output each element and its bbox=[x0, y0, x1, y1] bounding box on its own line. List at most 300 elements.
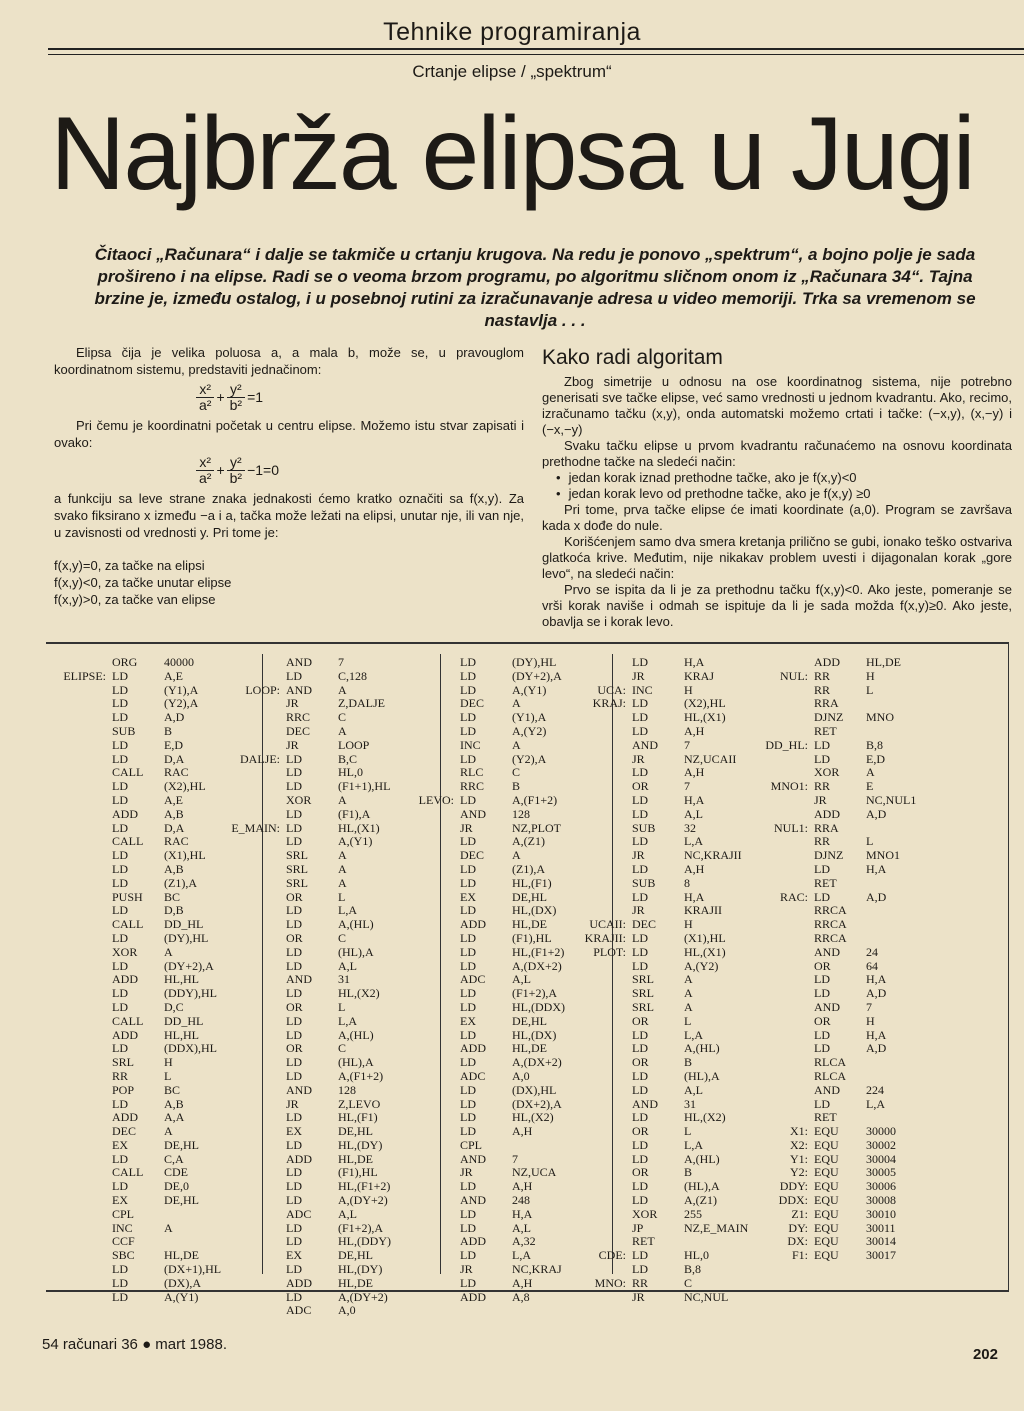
code-label bbox=[396, 753, 460, 767]
code-label bbox=[396, 973, 460, 987]
code-mnemonic: JR bbox=[460, 1165, 473, 1180]
code-line bbox=[568, 1263, 774, 1277]
code-operand: A,(Y1) bbox=[338, 834, 373, 849]
code-line bbox=[750, 1111, 956, 1125]
code-label bbox=[750, 656, 814, 670]
code-operand bbox=[866, 725, 956, 739]
code-label bbox=[48, 1166, 112, 1180]
code-mnemonic: LD bbox=[460, 1248, 476, 1263]
code-operand: L,A bbox=[684, 834, 703, 849]
code-line bbox=[568, 822, 774, 836]
code-operand: 224 bbox=[866, 1082, 884, 1097]
code-mnemonic: LD bbox=[632, 1151, 648, 1166]
code-label bbox=[48, 987, 112, 1001]
code-mnemonic: LD bbox=[460, 875, 476, 890]
code-operand: A bbox=[338, 848, 347, 863]
code-label bbox=[48, 808, 112, 822]
code-label: PLOT: bbox=[593, 944, 626, 959]
code-label bbox=[568, 1098, 632, 1112]
code-operand: A,B bbox=[164, 861, 184, 876]
code-mnemonic: RR bbox=[814, 779, 831, 794]
code-mnemonic: LD bbox=[460, 1082, 476, 1097]
code-operand: A,8 bbox=[512, 1289, 530, 1304]
code-operand: A,H bbox=[684, 723, 705, 738]
code-mnemonic: OR bbox=[632, 1124, 649, 1139]
code-label bbox=[222, 656, 286, 670]
code-label bbox=[750, 1015, 814, 1029]
code-mnemonic: LD bbox=[460, 1096, 476, 1111]
code-operand: A,L bbox=[684, 806, 703, 821]
code-label bbox=[48, 1194, 112, 1208]
code-mnemonic: RET bbox=[814, 875, 837, 890]
code-mnemonic: EX bbox=[112, 1193, 128, 1208]
code-mnemonic: RET bbox=[814, 723, 837, 738]
code-label bbox=[750, 766, 814, 780]
code-operand: (DX),HL bbox=[512, 1082, 557, 1097]
code-mnemonic: LD bbox=[286, 1027, 302, 1042]
code-mnemonic: LD bbox=[460, 655, 476, 669]
code-label bbox=[222, 739, 286, 753]
code-operand: A bbox=[684, 999, 693, 1014]
code-mnemonic: OR bbox=[286, 999, 303, 1014]
code-label bbox=[48, 684, 112, 698]
code-mnemonic: ADC bbox=[286, 1303, 312, 1318]
code-mnemonic: LD bbox=[286, 1179, 302, 1194]
code-label bbox=[568, 780, 632, 794]
code-operand: A bbox=[338, 682, 347, 697]
code-operand: B bbox=[684, 1055, 693, 1070]
code-label bbox=[396, 863, 460, 877]
header-rule bbox=[48, 48, 1024, 50]
code-mnemonic: PUSH bbox=[112, 889, 143, 904]
code-operand: 30005 bbox=[866, 1165, 896, 1180]
code-mnemonic: ADD bbox=[814, 806, 840, 821]
code-operand: A,(F1+2) bbox=[512, 792, 558, 807]
code-line bbox=[568, 1153, 774, 1167]
code-mnemonic: LD bbox=[112, 999, 128, 1014]
denominator: a² bbox=[199, 470, 212, 486]
code-operand: A,H bbox=[684, 861, 705, 876]
code-operand: NC,NUL1 bbox=[866, 792, 917, 807]
code-label bbox=[750, 725, 814, 739]
code-operand: 30008 bbox=[866, 1193, 896, 1208]
code-line bbox=[750, 1222, 956, 1236]
code-operand: C,128 bbox=[338, 668, 368, 683]
code-label bbox=[48, 1125, 112, 1139]
code-mnemonic: SRL bbox=[632, 972, 655, 987]
code-operand: (DDX),HL bbox=[164, 1041, 217, 1056]
code-operand: A,(DY+2) bbox=[338, 1193, 388, 1208]
list-item: • jedan korak levo od prethodne tačke, ako je f(x,y) ≥0 bbox=[556, 486, 1012, 502]
code-operand bbox=[866, 1111, 956, 1125]
code-label bbox=[48, 932, 112, 946]
code-mnemonic: OR bbox=[632, 1013, 649, 1028]
code-mnemonic: AND bbox=[632, 737, 658, 752]
code-label bbox=[750, 753, 814, 767]
code-operand: H bbox=[866, 1013, 875, 1028]
code-line bbox=[222, 1304, 428, 1318]
code-mnemonic: EQU bbox=[814, 1206, 839, 1221]
code-mnemonic: CALL bbox=[112, 834, 144, 849]
code-mnemonic: LD bbox=[286, 1234, 302, 1249]
code-label bbox=[48, 753, 112, 767]
code-label bbox=[396, 1153, 460, 1167]
code-operand: A,H bbox=[512, 1124, 533, 1139]
code-label bbox=[222, 697, 286, 711]
code-operand: 7 bbox=[684, 779, 690, 794]
code-mnemonic: EQU bbox=[814, 1193, 839, 1208]
code-mnemonic: JR bbox=[286, 737, 299, 752]
code-mnemonic: AND bbox=[460, 806, 486, 821]
code-line bbox=[568, 670, 774, 684]
code-mnemonic: LD bbox=[632, 1137, 648, 1152]
code-label bbox=[750, 1098, 814, 1112]
code-label bbox=[750, 835, 814, 849]
code-label bbox=[48, 1070, 112, 1084]
code-operand: 30017 bbox=[866, 1248, 896, 1263]
code-line bbox=[568, 1194, 774, 1208]
code-operand: A bbox=[512, 848, 521, 863]
code-operand: L,A bbox=[684, 1027, 703, 1042]
code-mnemonic: LD bbox=[286, 986, 302, 1001]
code-mnemonic: LD bbox=[814, 751, 830, 766]
code-label bbox=[222, 1291, 286, 1305]
code-label bbox=[48, 891, 112, 905]
code-mnemonic: LD bbox=[286, 765, 302, 780]
code-mnemonic: RET bbox=[814, 1110, 837, 1125]
code-line bbox=[750, 697, 956, 711]
code-operand: LOOP bbox=[338, 737, 370, 752]
code-mnemonic: LD bbox=[286, 1055, 302, 1070]
code-line bbox=[568, 918, 774, 932]
code-operand: A,(HL) bbox=[338, 917, 374, 932]
code-mnemonic: SRL bbox=[632, 986, 655, 1001]
code-operand: L bbox=[338, 999, 346, 1014]
code-mnemonic: LD bbox=[112, 710, 128, 725]
right-column bbox=[542, 346, 1012, 630]
code-label bbox=[48, 1235, 112, 1249]
code-operand: DD_HL bbox=[164, 1013, 204, 1028]
code-label bbox=[396, 780, 460, 794]
code-line bbox=[568, 697, 774, 711]
code-label bbox=[222, 1125, 286, 1139]
code-label bbox=[48, 904, 112, 918]
code-mnemonic: LD bbox=[460, 751, 476, 766]
code-label bbox=[568, 960, 632, 974]
code-mnemonic: LD bbox=[112, 1041, 128, 1056]
code-label bbox=[750, 711, 814, 725]
code-line bbox=[568, 656, 774, 670]
code-operand: NC,NUL bbox=[684, 1289, 729, 1304]
code-mnemonic: LD bbox=[460, 1275, 476, 1290]
code-label bbox=[48, 766, 112, 780]
code-operand: NC,KRAJII bbox=[684, 848, 742, 863]
code-label bbox=[568, 1235, 632, 1249]
code-line bbox=[750, 725, 956, 739]
code-line bbox=[568, 1098, 774, 1112]
code-mnemonic: LD bbox=[112, 668, 128, 683]
code-operand: H,A bbox=[684, 792, 705, 807]
code-label bbox=[396, 739, 460, 753]
code-operand: H,A bbox=[866, 861, 887, 876]
code-label bbox=[750, 849, 814, 863]
code-operand: A,L bbox=[338, 958, 357, 973]
code-operand: NZ,E_MAIN bbox=[684, 1220, 749, 1235]
code-operand: A,(Y2) bbox=[684, 958, 719, 973]
code-operand: C,A bbox=[164, 1151, 184, 1166]
code-mnemonic: LD bbox=[460, 682, 476, 697]
code-mnemonic: LD bbox=[460, 986, 476, 1001]
code-mnemonic: LD bbox=[632, 655, 648, 669]
code-label bbox=[396, 766, 460, 780]
code-label bbox=[396, 1098, 460, 1112]
code-operand: 40000 bbox=[164, 655, 194, 669]
code-line bbox=[750, 670, 956, 684]
code-label bbox=[750, 904, 814, 918]
code-operand: A,L bbox=[338, 1206, 357, 1221]
code-operand: A bbox=[164, 1124, 173, 1139]
code-line bbox=[750, 1070, 956, 1084]
code-line bbox=[568, 1180, 774, 1194]
code-label bbox=[48, 1139, 112, 1153]
code-operand: 24 bbox=[866, 944, 878, 959]
code-operand: 30004 bbox=[866, 1151, 896, 1166]
code-line bbox=[750, 918, 956, 932]
code-label bbox=[750, 987, 814, 1001]
fraction bbox=[196, 382, 214, 413]
code-label bbox=[48, 918, 112, 932]
code-label bbox=[396, 904, 460, 918]
code-label bbox=[396, 1222, 460, 1236]
code-operand: HL,(DDY) bbox=[338, 1234, 391, 1249]
paragraph: a funkciju sa leve strane znaka jednakosti ćemo kratko označiti sa f(x,y). Za svako fiksirano x između −a i a, tačka može ležati na elipsi, unutar nje, ili van nje, u zavisnosti od vrednosti y. Pri tome je: bbox=[54, 491, 524, 540]
code-line bbox=[568, 1015, 774, 1029]
code-operand: HL,(F1+2) bbox=[512, 944, 565, 959]
code-operand: DE,0 bbox=[164, 1179, 189, 1194]
code-mnemonic: OR bbox=[286, 1041, 303, 1056]
code-mnemonic: LD bbox=[112, 682, 128, 697]
code-label bbox=[396, 1111, 460, 1125]
code-label bbox=[568, 1222, 632, 1236]
code-line bbox=[750, 1180, 956, 1194]
code-operand: HL,(DY) bbox=[338, 1262, 383, 1277]
code-label bbox=[48, 1001, 112, 1015]
code-line bbox=[750, 1015, 956, 1029]
code-mnemonic: SBC bbox=[112, 1248, 135, 1263]
code-operand: (F1+1),HL bbox=[338, 779, 391, 794]
condition-line: f(x,y)=0, za tačke na elipsi bbox=[54, 558, 205, 573]
code-label bbox=[568, 863, 632, 877]
code-line bbox=[568, 725, 774, 739]
condition-line: f(x,y)>0, za tačke van elipse bbox=[54, 592, 216, 607]
code-mnemonic: AND bbox=[814, 944, 840, 959]
list-item: • jedan korak iznad prethodne tačke, ako je f(x,y)<0 bbox=[556, 470, 1012, 486]
code-operand: A,D bbox=[866, 1041, 887, 1056]
code-label bbox=[568, 1180, 632, 1194]
code-label bbox=[750, 794, 814, 808]
code-label: Y1: bbox=[790, 1151, 808, 1166]
code-mnemonic: OR bbox=[632, 1165, 649, 1180]
denominator: b² bbox=[229, 397, 243, 413]
code-line bbox=[750, 849, 956, 863]
code-line bbox=[750, 1194, 956, 1208]
code-mnemonic: CALL bbox=[112, 765, 144, 780]
code-operand: A bbox=[512, 696, 521, 711]
code-mnemonic: LD bbox=[632, 889, 648, 904]
code-label bbox=[568, 1042, 632, 1056]
code-mnemonic: RLCA bbox=[814, 1055, 847, 1070]
code-line bbox=[568, 1166, 774, 1180]
code-mnemonic: LD bbox=[632, 834, 648, 849]
code-line bbox=[568, 1111, 774, 1125]
code-mnemonic: ADC bbox=[286, 1206, 312, 1221]
code-operand: HL,0 bbox=[684, 1248, 709, 1263]
code-operand: (DX+2),A bbox=[512, 1096, 562, 1111]
code-mnemonic: LD bbox=[286, 1289, 302, 1304]
code-operand: B,C bbox=[338, 751, 358, 766]
code-mnemonic: XOR bbox=[632, 1206, 658, 1221]
code-label bbox=[222, 835, 286, 849]
listing-column bbox=[568, 656, 774, 1304]
code-label bbox=[396, 1208, 460, 1222]
code-label bbox=[396, 1277, 460, 1291]
code-mnemonic: DEC bbox=[286, 723, 310, 738]
code-line bbox=[750, 1235, 956, 1249]
code-mnemonic: LD bbox=[112, 958, 128, 973]
code-mnemonic: OR bbox=[632, 779, 649, 794]
code-operand: H bbox=[164, 1055, 173, 1070]
code-line bbox=[568, 711, 774, 725]
code-mnemonic: LD bbox=[460, 710, 476, 725]
code-mnemonic: LD bbox=[112, 696, 128, 711]
code-operand: 32 bbox=[684, 820, 696, 835]
code-operand: DE,HL bbox=[338, 1248, 373, 1263]
code-line bbox=[568, 1056, 774, 1070]
code-mnemonic: LD bbox=[632, 1041, 648, 1056]
code-line bbox=[750, 656, 956, 670]
code-mnemonic: LD bbox=[286, 834, 302, 849]
code-operand: B,8 bbox=[866, 737, 884, 752]
code-mnemonic: AND bbox=[460, 1151, 486, 1166]
code-line bbox=[750, 1125, 956, 1139]
page-number: 202 bbox=[972, 1346, 998, 1363]
code-mnemonic: LD bbox=[814, 972, 830, 987]
code-label bbox=[48, 794, 112, 808]
code-operand: DD_HL bbox=[164, 917, 204, 932]
code-line bbox=[750, 835, 956, 849]
code-line bbox=[750, 1249, 956, 1263]
code-operand: L,A bbox=[338, 1013, 357, 1028]
code-mnemonic: RLCA bbox=[814, 1068, 847, 1083]
code-operand: 7 bbox=[338, 655, 344, 669]
code-operand: HL,(X2) bbox=[338, 986, 380, 1001]
code-label bbox=[48, 849, 112, 863]
code-operand: 248 bbox=[512, 1193, 530, 1208]
plus-sign: + bbox=[216, 462, 225, 478]
code-line bbox=[750, 863, 956, 877]
code-label: UCAII: bbox=[589, 917, 626, 932]
code-mnemonic: OR bbox=[814, 1013, 831, 1028]
code-mnemonic: LD bbox=[286, 1165, 302, 1180]
fraction bbox=[227, 382, 245, 413]
code-operand: C bbox=[338, 1041, 347, 1056]
code-label bbox=[396, 1291, 460, 1305]
equals-part: =1 bbox=[247, 389, 264, 405]
code-label bbox=[750, 808, 814, 822]
code-label bbox=[48, 1208, 112, 1222]
code-operand: HL,HL bbox=[164, 1027, 199, 1042]
code-operand: H bbox=[684, 682, 693, 697]
code-label bbox=[568, 891, 632, 905]
code-mnemonic: JR bbox=[460, 820, 473, 835]
code-mnemonic: LD bbox=[112, 1151, 128, 1166]
code-mnemonic: LD bbox=[632, 696, 648, 711]
code-label bbox=[48, 725, 112, 739]
code-operand: 7 bbox=[866, 999, 872, 1014]
code-operand: E,D bbox=[164, 737, 183, 752]
code-label bbox=[396, 1029, 460, 1043]
code-line bbox=[750, 946, 956, 960]
code-operand: HL,(F1) bbox=[512, 875, 552, 890]
code-mnemonic: LD bbox=[814, 1096, 830, 1111]
code-mnemonic: ADD bbox=[460, 917, 486, 932]
code-label bbox=[222, 1029, 286, 1043]
code-mnemonic: LD bbox=[632, 930, 648, 945]
code-operand: A,L bbox=[684, 1082, 703, 1097]
code-label: X2: bbox=[790, 1137, 808, 1152]
code-operand: (F1),A bbox=[338, 806, 371, 821]
equals-part: −1=0 bbox=[247, 462, 280, 478]
code-mnemonic: CALL bbox=[112, 1013, 144, 1028]
code-mnemonic: LD bbox=[632, 958, 648, 973]
code-operand: A bbox=[684, 972, 693, 987]
code-operand: 255 bbox=[684, 1206, 702, 1221]
code-mnemonic: JR bbox=[632, 751, 645, 766]
code-line bbox=[568, 946, 774, 960]
code-operand: (Y1),A bbox=[164, 682, 199, 697]
code-mnemonic: CALL bbox=[112, 1165, 144, 1180]
code-label bbox=[750, 697, 814, 711]
code-mnemonic: LD bbox=[112, 737, 128, 752]
code-label bbox=[568, 1208, 632, 1222]
code-operand: HL,(DDX) bbox=[512, 999, 565, 1014]
code-operand bbox=[866, 918, 956, 932]
code-operand bbox=[866, 904, 956, 918]
code-label bbox=[222, 1194, 286, 1208]
code-mnemonic: JR bbox=[632, 903, 645, 918]
code-operand: H,A bbox=[866, 972, 887, 987]
code-operand: BC bbox=[164, 1082, 181, 1097]
code-label bbox=[396, 1166, 460, 1180]
code-operand: KRAJII bbox=[684, 903, 722, 918]
code-operand: A,(Y1) bbox=[512, 682, 547, 697]
code-label: MNO1: bbox=[770, 779, 808, 794]
code-operand: HL,0 bbox=[338, 765, 363, 780]
code-label bbox=[48, 835, 112, 849]
code-operand: HL,(DX) bbox=[512, 1027, 557, 1042]
code-line bbox=[568, 766, 774, 780]
code-operand: (F1),HL bbox=[512, 930, 552, 945]
code-line bbox=[750, 780, 956, 794]
section-heading: Kako radi algoritam bbox=[542, 346, 723, 369]
code-label bbox=[568, 766, 632, 780]
article-lead: Čitaoci „Računara“ i dalje se takmiče u crtanju krugova. Na redu je ponovo „spektrum“, a bojno polje je sada prošireno i na elipse. Radi se o veoma brzom programu, po algoritmu sličnom onom iz „Računara 34“. Tajna brzine je, između ostalog, i u posebnoj rutini za izračunavanje adresa u video memoriji. Trka sa vremenom se nastavlja . . . bbox=[94, 245, 976, 330]
code-label bbox=[48, 946, 112, 960]
code-operand: HL,DE bbox=[866, 655, 901, 669]
code-operand: A,(Y1) bbox=[164, 1289, 199, 1304]
code-mnemonic: LD bbox=[814, 861, 830, 876]
code-line bbox=[568, 684, 774, 698]
